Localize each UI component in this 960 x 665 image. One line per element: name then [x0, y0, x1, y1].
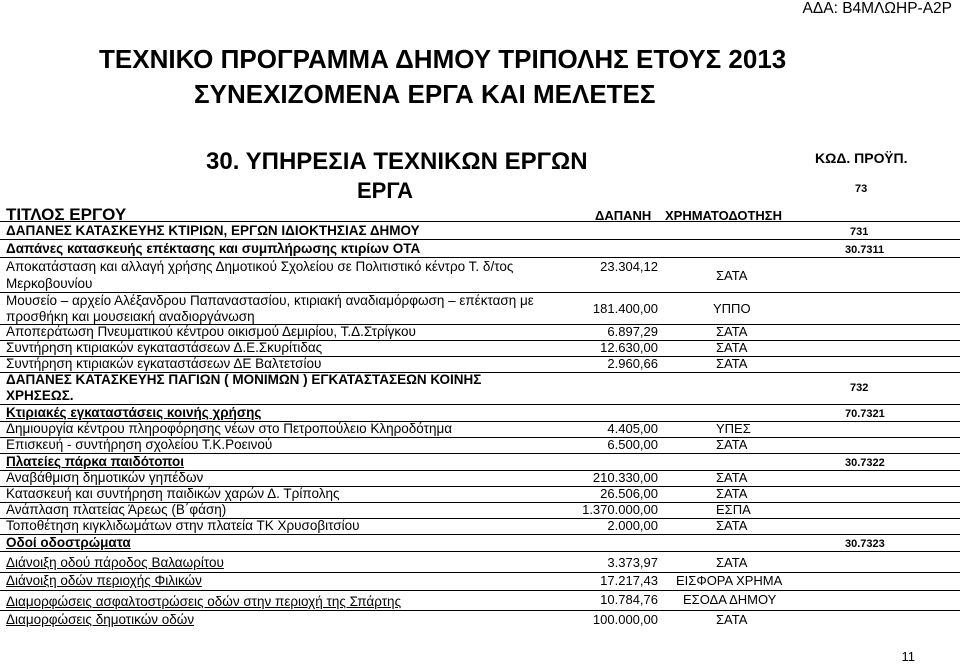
row-2-line1: Μουσείο – αρχείο Αλέξανδρου Παπαναστασίου, κτιριακή αναδιαμόρφωση – επέκταση με [6, 293, 534, 308]
row-14-amount: 10.784,76 [600, 592, 658, 607]
code-73: 73 [855, 183, 868, 195]
divider [0, 239, 960, 240]
divider [0, 534, 960, 535]
section-732-label1: ΔΑΠΑΝΕΣ ΚΑΤΑΣΚΕΥΗΣ ΠΑΓΙΩΝ ( ΜΟΝΙΜΩΝ ) ΕΓΚΑΤΑΣΤΑΣΕΩΝ ΚΟΙΝΗΣ [6, 372, 482, 387]
row-7-text: Επισκευή - συντήρηση σχολείου Τ.Κ.Ροεινού [6, 437, 273, 452]
row-1-line2: Μερκοβουνίου [6, 276, 93, 291]
row-14-text: Διαμορφώσεις ασφαλτοστρώσεις οδών στην περιοχή της Σπάρτης [6, 594, 402, 609]
section-7321-label: Κτιριακές εγκαταστάσεις κοινής χρήσης [6, 405, 262, 420]
row-4-amount: 12.630,00 [600, 340, 658, 355]
row-8-amount: 210.330,00 [592, 470, 658, 485]
row-12-text: Διάνοιξη οδού πάροδος Βαλαωρίτου [6, 555, 224, 570]
row-3-amount: 6.897,29 [607, 324, 658, 339]
erga-heading: ΕΡΓΑ [357, 178, 414, 203]
doc-subtitle: ΣΥΝΕΧΙΖΟΜΕΝΑ ΕΡΓΑ ΚΑΙ ΜΕΛΕΤΕΣ [194, 79, 656, 109]
row-13-fund: ΕΙΣΦΟΡΑ ΧΡΗΜΑ [676, 573, 783, 588]
section-7311-code: 30.7311 [845, 244, 885, 256]
section-731-code: 731 [850, 226, 869, 238]
row-12-amount: 3.373,97 [607, 555, 658, 570]
row-5-fund: ΣΑΤΑ [716, 356, 748, 371]
row-15-fund: ΣΑΤΑ [716, 612, 748, 627]
row-6-text: Δημιουργία κέντρου πληροφόρησης νέων στο Πετροπούλειο Κληροδότημα [6, 421, 453, 436]
row-13-text: Διάνοιξη οδών περιοχής Φιλικών [6, 573, 202, 588]
row-7-amount: 6.500,00 [607, 437, 658, 452]
row-12-fund: ΣΑΤΑ [716, 555, 748, 570]
row-3-text: Αποπεράτωση Πνευματικού κέντρου οικισμού Δεμιρίου, Τ.Δ.Στρίγκου [6, 324, 416, 339]
row-13-amount: 17.217,43 [600, 573, 658, 588]
row-4-fund: ΣΑΤΑ [716, 340, 748, 355]
row-1-line1: Αποκατάσταση και αλλαγή χρήσης Δημοτικού Σχολείου σε Πολιτιστικό κέντρο Τ. δ/τος [6, 259, 514, 274]
row-6-fund: ΥΠΕΣ [716, 421, 751, 436]
row-3-fund: ΣΑΤΑ [716, 324, 748, 339]
page-number: 11 [901, 649, 915, 664]
doc-title: ΤΕΧΝΙΚΟ ΠΡΟΓΡΑΜΜΑ ΔΗΜΟΥ ΤΡΙΠΟΛΗΣ ΕΤΟΥΣ 2013 [99, 44, 787, 74]
section-731-label: ΔΑΠΑΝΕΣ ΚΑΤΑΣΚΕΥΗΣ ΚΤΙΡΙΩΝ, ΕΡΓΩΝ ΙΔΙΟΚΤΗΣΙΑΣ ΔΗΜΟΥ [6, 223, 420, 238]
row-8-text: Αναβάθμιση δημοτικών γηπέδων [6, 470, 204, 485]
row-2-amount: 181.400,00 [592, 301, 658, 316]
section-7323-label: Οδοί οδοστρώματα [6, 535, 131, 550]
row-1-amount: 23.304,12 [600, 259, 658, 274]
divider [0, 610, 960, 611]
section-7321-code: 70.7321 [845, 408, 885, 420]
service-heading: 30. ΥΠΗΡΕΣΙΑ ΤΕΧΝΙΚΩΝ ΕΡΓΩΝ [206, 148, 588, 175]
divider [0, 257, 960, 258]
row-7-fund: ΣΑΤΑ [716, 437, 748, 452]
divider [0, 551, 960, 552]
row-14-fund: ΕΣΟΔΑ ΔΗΜΟΥ [683, 592, 777, 607]
ada-code: ΑΔΑ: Β4ΜΛΩΗΡ-Α2Ρ [802, 0, 952, 17]
row-6-amount: 4.405,00 [607, 421, 658, 436]
row-15-amount: 100.000,00 [592, 612, 658, 627]
row-11-text: Τοποθέτηση κιγκλιδωμάτων στην πλατεία ΤΚ Χρυσοβιτσίου [6, 518, 360, 533]
row-10-fund: ΕΣΠΑ [716, 502, 751, 517]
section-732-code: 732 [850, 382, 869, 394]
section-7323-code: 30.7323 [845, 538, 885, 550]
row-9-text: Κατασκευή και συντήρηση παιδικών χαρών Δ. Τρίπολης [6, 486, 340, 501]
budget-code-header: ΚΩΔ. ΠΡΟΫΠ. [815, 150, 908, 166]
section-7322-label: Πλατείες πάρκα παιδότοποι [6, 454, 185, 469]
row-10-amount: 1.370.000,00 [582, 502, 658, 517]
row-2-line2: προσθήκη και μουσειακή αναδιοργάνωση [6, 309, 255, 324]
row-9-amount: 26.506,00 [600, 486, 658, 501]
row-4-text: Συντήρηση κτιριακών εγκαταστάσεων Δ.Ε.Σκυρίτιδας [6, 340, 323, 355]
row-5-amount: 2.960,66 [607, 356, 658, 371]
row-15-text: Διαμορφώσεις δημοτικών οδών [6, 612, 195, 627]
row-9-fund: ΣΑΤΑ [716, 486, 748, 501]
row-8-fund: ΣΑΤΑ [716, 470, 748, 485]
row-10-text: Ανάπλαση πλατείας Άρεως (Β΄φάση) [6, 502, 227, 517]
column-dapani: ΔΑΠΑΝΗ [595, 208, 652, 223]
section-7311-label: Δαπάνες κατασκευής επέκτασης και συμπλήρωσης κτιρίων ΟΤΑ [6, 241, 421, 256]
column-funding: ΧΡΗΜΑΤΟΔΟΤΗΣΗ [665, 208, 782, 223]
row-2-fund: ΥΠΠΟ [713, 301, 751, 316]
divider [0, 221, 960, 222]
row-11-fund: ΣΑΤΑ [716, 518, 748, 533]
section-7322-code: 30.7322 [845, 457, 885, 469]
row-5-text: Συντήρηση κτιριακών εγκαταστάσεων ΔΕ Βαλτετσίου [6, 356, 322, 371]
section-732-label2: ΧΡΗΣΕΩΣ. [6, 388, 74, 403]
row-1-fund: ΣΑΤΑ [716, 268, 748, 283]
column-title: ΤΙΤΛΟΣ ΕΡΓΟΥ [6, 205, 127, 224]
divider [0, 590, 960, 591]
row-11-amount: 2.000,00 [607, 518, 658, 533]
